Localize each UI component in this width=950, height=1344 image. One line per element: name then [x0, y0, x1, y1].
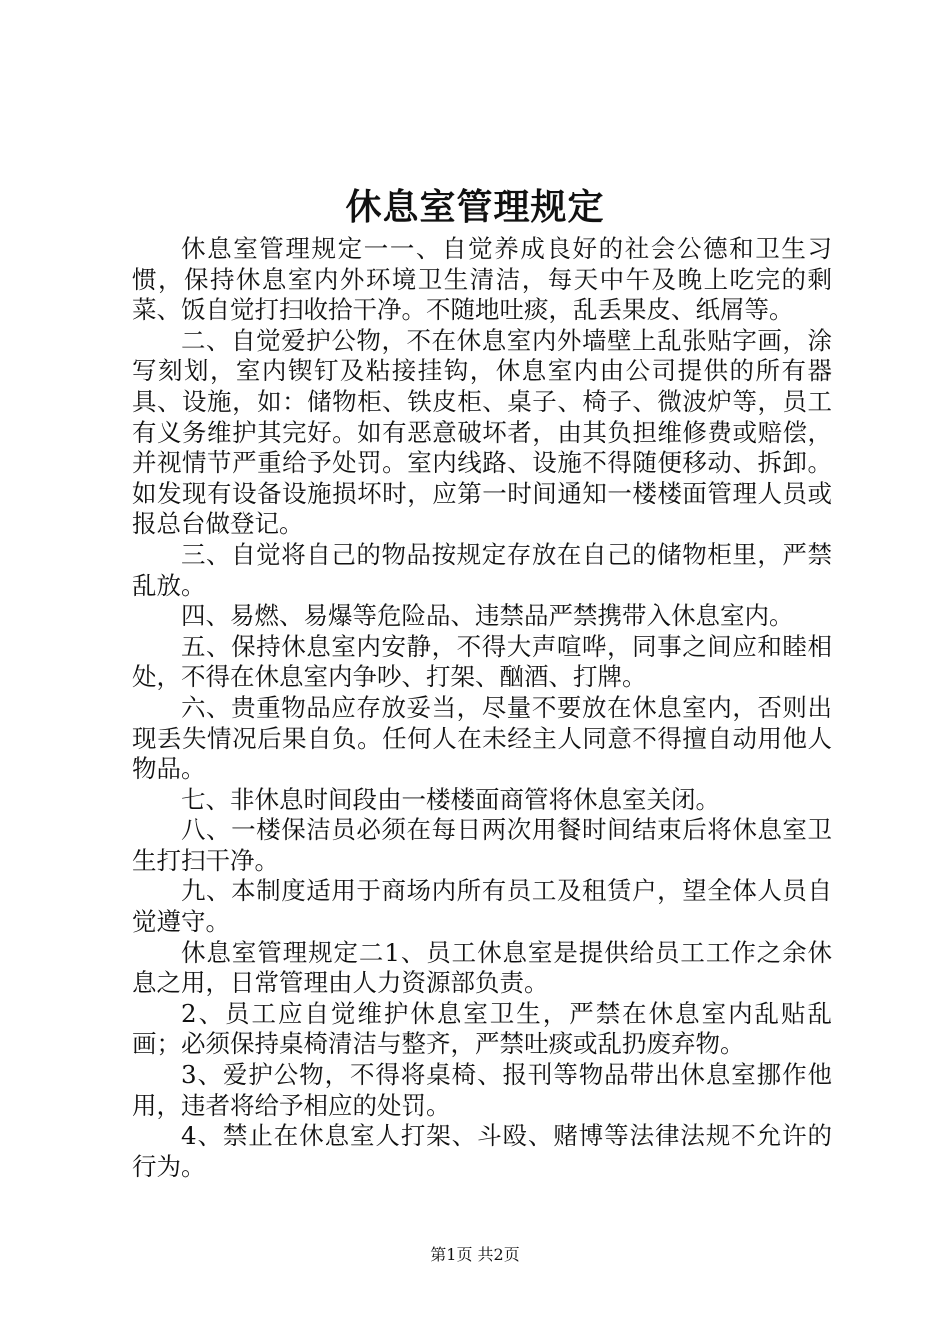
paragraph-rule-1-item-8: 八、一楼保洁员必须在每日两次用餐时间结束后将休息室卫生打扫干净。	[132, 815, 832, 875]
document-body	[132, 234, 832, 1182]
paragraph-rule-1-item-3: 三、自觉将自己的物品按规定存放在自己的储物柜里，严禁乱放。	[132, 539, 832, 600]
paragraph-rule-2-item-3: 3、爱护公物，不得将桌椅、报刊等物品带出休息室挪作他用，违者将给予相应的处罚。	[132, 1060, 832, 1120]
paragraph-rule-1-item-4: 四、易燃、易爆等危险品、违禁品严禁携带入休息室内。	[181, 601, 794, 631]
paragraph-rule-1-item-2: 二、自觉爱护公物，不在休息室内外墙壁上乱张贴字画，涂写刻划，室内锲钉及粘接挂钩，休息室内由公司提供的所有器具、设施，如：储物柜、铁皮柜、桌子、椅子、微波炉等，员工有义务维护其完好。如有恶意破坏者，由其负担维修费或赔偿，并视情节严重给予处罚。室内线路、设施不得随便移动、拆卸。如发现有设备设施损坏时，应第一时间通知一楼楼面管理人员或报总台做登记。	[132, 325, 832, 539]
paragraph-rule-1-item-9: 九、本制度适用于商场内所有员工及租赁户，望全体人员自觉遵守。	[132, 876, 832, 937]
page-footer: 第1页 共2页	[430, 1245, 520, 1264]
document-title: 休息室管理规定	[345, 186, 605, 228]
paragraph-rule-1-item-6: 六、贵重物品应存放妥当，尽量不要放在休息室内，否则出现丢失情况后果自负。任何人在未经主人同意不得擅自动用他人物品。	[132, 692, 832, 784]
paragraph-rule-2-item-2: 2、员工应自觉维护休息室卫生，严禁在休息室内乱贴乱画；必须保持桌椅清洁与整齐，严禁吐痰或乱扔废弃物。	[132, 998, 832, 1059]
paragraph-rule-1-item-5: 五、保持休息室内安静，不得大声喧哗，同事之间应和睦相处，不得在休息室内争吵、打架、酗酒、打牌。	[132, 631, 832, 692]
paragraph-rule-2-intro: 休息室管理规定二1、员工休息室是提供给员工工作之余休息之用，日常管理由人力资源部负责。	[132, 937, 832, 998]
paragraph-rule-2-item-4: 4、禁止在休息室人打架、斗殴、赌博等法律法规不允许的行为。	[132, 1121, 832, 1181]
paragraph-rule-1-intro: 休息室管理规定一一、自觉养成良好的社会公德和卫生习惯，保持休息室内外环境卫生清洁，每天中午及晚上吃完的剩菜、饭自觉打扫收拾干净。不随地吐痰，乱丢果皮、纸屑等。	[132, 234, 832, 325]
paragraph-rule-1-item-7: 七、非休息时间段由一楼楼面商管将休息室关闭。	[181, 784, 720, 814]
